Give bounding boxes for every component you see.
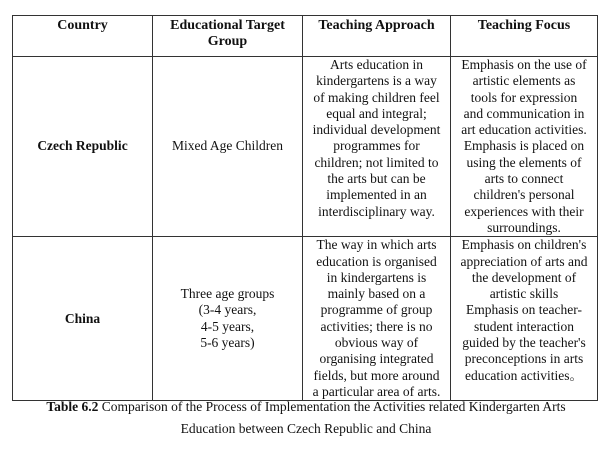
cell-target-group: Three age groups (3-4 years, 4-5 years, 5-6 years)	[153, 237, 303, 401]
table-row	[13, 237, 598, 401]
header-target-group: Educational Target Group	[153, 16, 303, 57]
cell-country: Czech Republic	[13, 57, 153, 237]
table-row	[13, 57, 598, 237]
header-country: Country	[13, 16, 153, 57]
cell-teaching-focus: Emphasis on the use of artistic elements as tools for expression and communication in art education activities. Emphasis is placed on using the elements of arts to connect children's personal experiences with their surroundings.	[451, 57, 598, 237]
cell-teaching-approach: The way in which arts education is organised in kindergartens is mainly based on a programme of group activities; there is no obvious way of organising integrated fields, but more around a particular area of arts.	[303, 237, 451, 401]
comparison-table	[12, 15, 598, 401]
cell-target-group: Mixed Age Children	[153, 57, 303, 237]
header-row	[13, 16, 598, 57]
header-teaching-approach: Teaching Approach	[303, 16, 451, 57]
header-teaching-focus: Teaching Focus	[451, 16, 598, 57]
cell-teaching-focus: Emphasis on children's appreciation of arts and the development of artistic skills Emphasis on teacher- student interaction guided by the teacher's preconceptions in arts education activities。	[451, 237, 598, 401]
cell-country: China	[13, 237, 153, 401]
cell-teaching-approach: Arts education in kindergartens is a way of making children feel equal and integral; individual development programmes for children; not limited to the arts but can be implemented in an interdisciplinary way.	[303, 57, 451, 237]
table-caption-line-2: Education between Czech Republic and China	[180, 421, 432, 436]
table-caption-text: Comparison of the Process of Implementation the Activities related Kindergarten Arts	[98, 399, 566, 414]
table-caption-line-1	[0, 399, 612, 415]
table-caption-label: Table 6.2	[46, 399, 99, 414]
